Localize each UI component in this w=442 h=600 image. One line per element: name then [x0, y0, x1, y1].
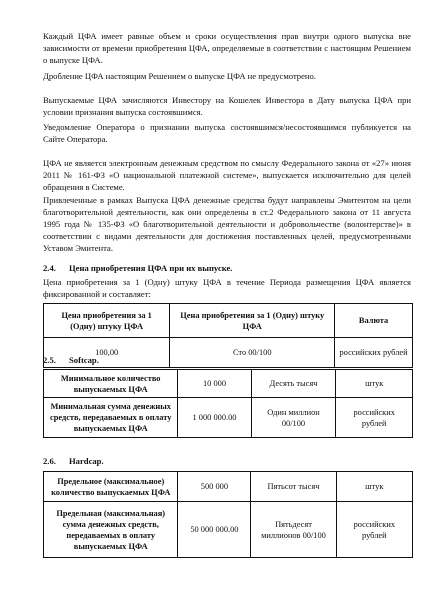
table-cell-unit: российских рублей [336, 398, 413, 438]
section-heading-softcap [43, 355, 99, 365]
table-row-label: Предельная (максимальная) сумма денежных средств, передаваемых в оплату выпускаемых ЦФА [44, 502, 178, 558]
table-cell-price-words: Сто 00/100 [170, 338, 335, 368]
table-cell-price: 100,00 [44, 338, 170, 368]
paragraph-no-split: Дробление ЦФА настоящим Решением о выпуске ЦФА не предусмотрено. [43, 71, 316, 81]
softcap-table [43, 369, 413, 438]
table-cell-unit: штук [336, 370, 413, 398]
table-header-currency: Валюта [335, 304, 413, 338]
section-number: 2.4. [43, 263, 56, 273]
paragraph-price-intro: Цена приобретения за 1 (Одну) штуку ЦФА в течение Периода размещения ЦФА является фиксированной и составляет: [43, 277, 411, 299]
table-cell-currency: российских рублей [335, 338, 413, 368]
section-heading-hardcap [43, 456, 104, 466]
table-header-price-words: Цена приобретения за 1 (Одну) штуку ЦФА [170, 304, 335, 338]
section-number: 2.5. [43, 355, 56, 365]
paragraph-not-e-money: ЦФА не является электронным денежным средством по смыслу Федерального закона от «27» июня 2011 № 161-ФЗ «О национальной платежной системе», выпускается исключительно для целей обращения в Системе. [43, 158, 411, 192]
paragraph-equal-rights: Каждый ЦФА имеет равные объем и сроки осуществления прав внутри одного выпуска вне зависимости от времени приобретения ЦФА, определяемые в соответствии с настоящим Решением о выпуске ЦФА. [43, 31, 411, 65]
table-cell-words: Один миллион 00/100 [251, 398, 336, 438]
table-header-price: Цена приобретения за 1 (Одну) штуку ЦФА [44, 304, 170, 338]
table-cell-words: Десять тысяч [251, 370, 336, 398]
paragraph-crediting: Выпускаемые ЦФА зачисляются Инвестору на Кошелек Инвестора в Дату выпуска ЦФА при условии признания выпуска состоявшимся. [43, 95, 411, 117]
hardcap-table [43, 471, 413, 558]
table-cell-words: Пятьсот тысяч [251, 472, 336, 502]
section-title: Hardcap. [69, 456, 104, 466]
table-row-label: Минимальная сумма денежных средств, передаваемых в оплату выпускаемых ЦФА [44, 398, 178, 438]
paragraph-operator-notice: Уведомление Оператора о признании выпуска состоявшимся/несостоявшимся публикуется на Сайте Оператора. [43, 122, 411, 144]
section-title: Цена приобретения ЦФА при их выпуске. [69, 263, 233, 273]
table-cell-unit: российских рублей [336, 502, 412, 558]
table-cell-number: 500 000 [178, 472, 251, 502]
table-cell-words: Пятьдесят миллионов 00/100 [251, 502, 336, 558]
table-cell-number: 1 000 000.00 [178, 398, 251, 438]
paragraph-funds-use: Привлеченные в рамках Выпуска ЦФА денежные средства будут направлены Эмитентом на цели благотворительной деятельности, как они определены в ст.2 Федерального закона от 11 августа 1995 года № 135-ФЗ «О благотворительной деятельности и добровольчестве (волонтерстве)» в соответствии с видами деятельности для достижения поставленных целей, предусмотренными Уставом Эмитента. [43, 195, 411, 253]
table-cell-unit: штук [336, 472, 412, 502]
section-heading-price [43, 263, 232, 273]
table-cell-number: 10 000 [178, 370, 251, 398]
table-row-label: Минимальное количество выпускаемых ЦФА [44, 370, 178, 398]
table-row-label: Предельное (максимальное) количество выпускаемых ЦФА [44, 472, 178, 502]
table-cell-number: 50 000 000.00 [178, 502, 251, 558]
section-number: 2.6. [43, 456, 56, 466]
section-title: Softcap. [69, 355, 99, 365]
